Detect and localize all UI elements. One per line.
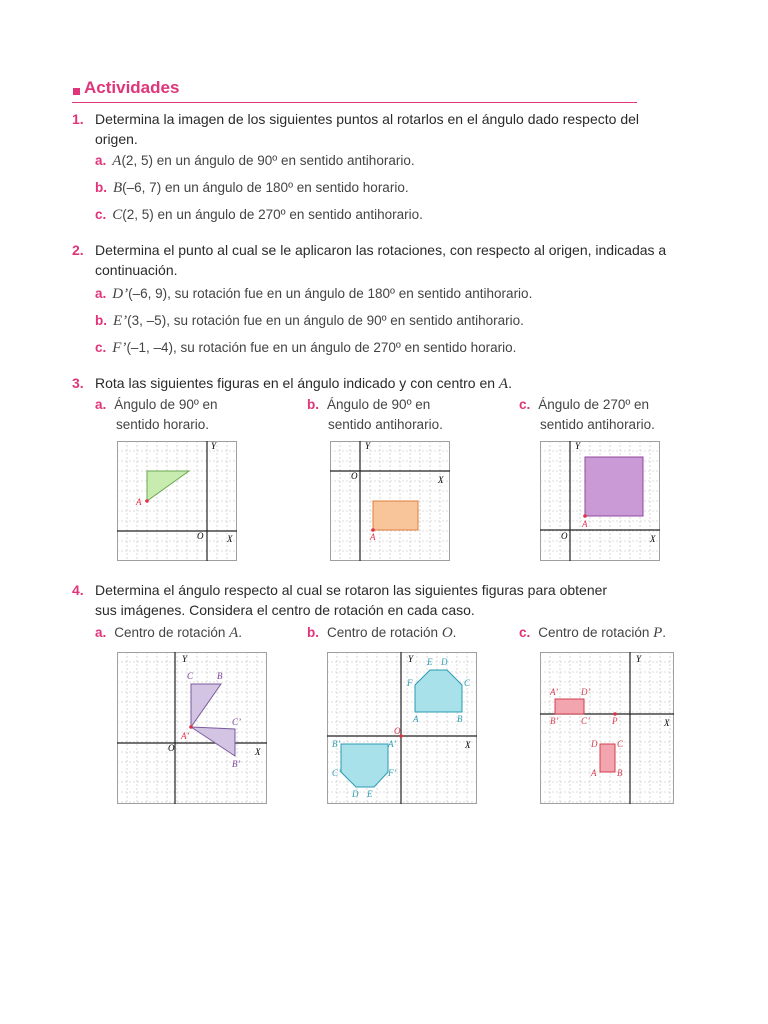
label-b: B [617, 768, 623, 778]
point-a [189, 725, 193, 729]
q4-item-c: c. Centro de rotación P. [519, 625, 667, 641]
q1-number: 1. [72, 111, 84, 127]
section-title: Actividades [84, 78, 180, 97]
label-a: A [582, 519, 588, 529]
x-label: X [465, 740, 471, 750]
bullet-square-icon [73, 88, 80, 95]
graph-4b [327, 652, 477, 804]
label-d-prime: D’ [581, 687, 591, 697]
y-label: Y [365, 441, 371, 451]
q1-text: Determina la imagen de los siguientes puntos al rotarlos en el ángulo dado respecto del origen. [95, 111, 640, 147]
origin-label: O [394, 726, 401, 736]
q2-item-a: a. D’(–6, 9), su rotación fue en un ángulo de 180º en sentido antihorario. [95, 286, 533, 302]
q2-number: 2. [72, 242, 84, 258]
label-d: D [591, 739, 598, 749]
label-c-prime: C’ [581, 716, 590, 726]
label-c-prime: C’ [232, 717, 241, 727]
q3-text: Rota las siguientes figuras en el ángulo indicado y con centro en A. [95, 375, 512, 392]
y-label: Y [408, 654, 414, 664]
graph-3b [330, 441, 450, 561]
label-b: B [457, 714, 463, 724]
label-e: E [427, 657, 433, 667]
q1-item-b: b. B(–6, 7) en un ángulo de 180º en sentido horario. [95, 180, 409, 196]
q3-item-b: b. Ángulo de 90º en sentido antihorario. [307, 397, 443, 432]
y-label: Y [575, 441, 581, 451]
label-c-prime: C’ [332, 768, 341, 778]
x-label: X [227, 534, 233, 544]
q4-item-b: b. Centro de rotación O. [307, 625, 457, 641]
graph-frame [541, 653, 674, 804]
label-e-prime: E [367, 789, 373, 799]
q3-number: 3. [72, 375, 84, 391]
label-a: A [413, 714, 419, 724]
rectangle-original [600, 744, 615, 772]
q4-number: 4. [72, 582, 84, 598]
q2-item-b: b. E’(3, –5), su rotación fue en un ángulo de 90º en sentido antihorario. [95, 313, 524, 329]
q1-item-a: a. A(2, 5) en un ángulo de 90º en sentido antihorario. [95, 153, 415, 169]
label-p: P [612, 716, 618, 726]
label-f-prime: F’ [388, 768, 397, 778]
label-c: C [617, 739, 624, 749]
graph-4a [117, 652, 267, 804]
label-c: C [464, 678, 471, 688]
label-f: F [407, 678, 413, 688]
q1-item-c: c. C(2, 5) en un ángulo de 270º en sentido antihorario. [95, 207, 423, 223]
label-a: A [591, 768, 597, 778]
x-label: X [650, 534, 656, 544]
graph-3c [540, 441, 660, 561]
origin-label: O [561, 531, 568, 541]
x-label: X [438, 475, 444, 485]
graph-4c [540, 652, 674, 804]
y-label: Y [211, 441, 217, 451]
label-b: B [217, 671, 223, 681]
label-b-prime: B’ [232, 759, 241, 769]
label-a-prime: A’ [181, 731, 190, 741]
label-d-prime: D [352, 789, 359, 799]
label-d: D [441, 657, 448, 667]
q2-item-c: c. F’(–1, –4), su rotación fue en un ángulo de 270º en sentido horario. [95, 340, 517, 356]
q3-item-c: c. Ángulo de 270º en sentido antihorario. [519, 397, 655, 432]
y-label: Y [182, 654, 188, 664]
x-label: X [664, 718, 670, 728]
q4-text: Determina el ángulo respecto al cual se rotaron las siguientes figuras para obtener sus imágenes. Considera el centro de rotación en cada caso. [95, 582, 608, 618]
label-a: A [370, 532, 376, 542]
origin-label: O [351, 471, 358, 481]
point-a [583, 514, 587, 518]
x-label: X [255, 747, 261, 757]
point-a [145, 499, 149, 503]
y-label: Y [636, 654, 642, 664]
q2-text: Determina el punto al cual se le aplicaron las rotaciones, con respecto al origen, indicadas a continuación. [95, 242, 667, 278]
label-a: A [136, 497, 142, 507]
orange-rectangle [373, 501, 418, 530]
purple-square [585, 457, 643, 516]
q3-item-a: a. Ángulo de 90º en sentido horario. [95, 397, 218, 432]
origin-label: O [168, 743, 175, 753]
label-b-prime: B’ [550, 716, 559, 726]
label-c: C [187, 671, 194, 681]
graph-3a [117, 441, 237, 561]
origin-label: O [197, 531, 204, 541]
label-b-prime: B’ [332, 739, 341, 749]
rectangle-image [555, 699, 584, 714]
label-a-prime: A’ [550, 687, 559, 697]
q4-item-a: a. Centro de rotación A. [95, 625, 243, 641]
label-a-prime: A’ [388, 739, 397, 749]
section-header [72, 78, 637, 103]
